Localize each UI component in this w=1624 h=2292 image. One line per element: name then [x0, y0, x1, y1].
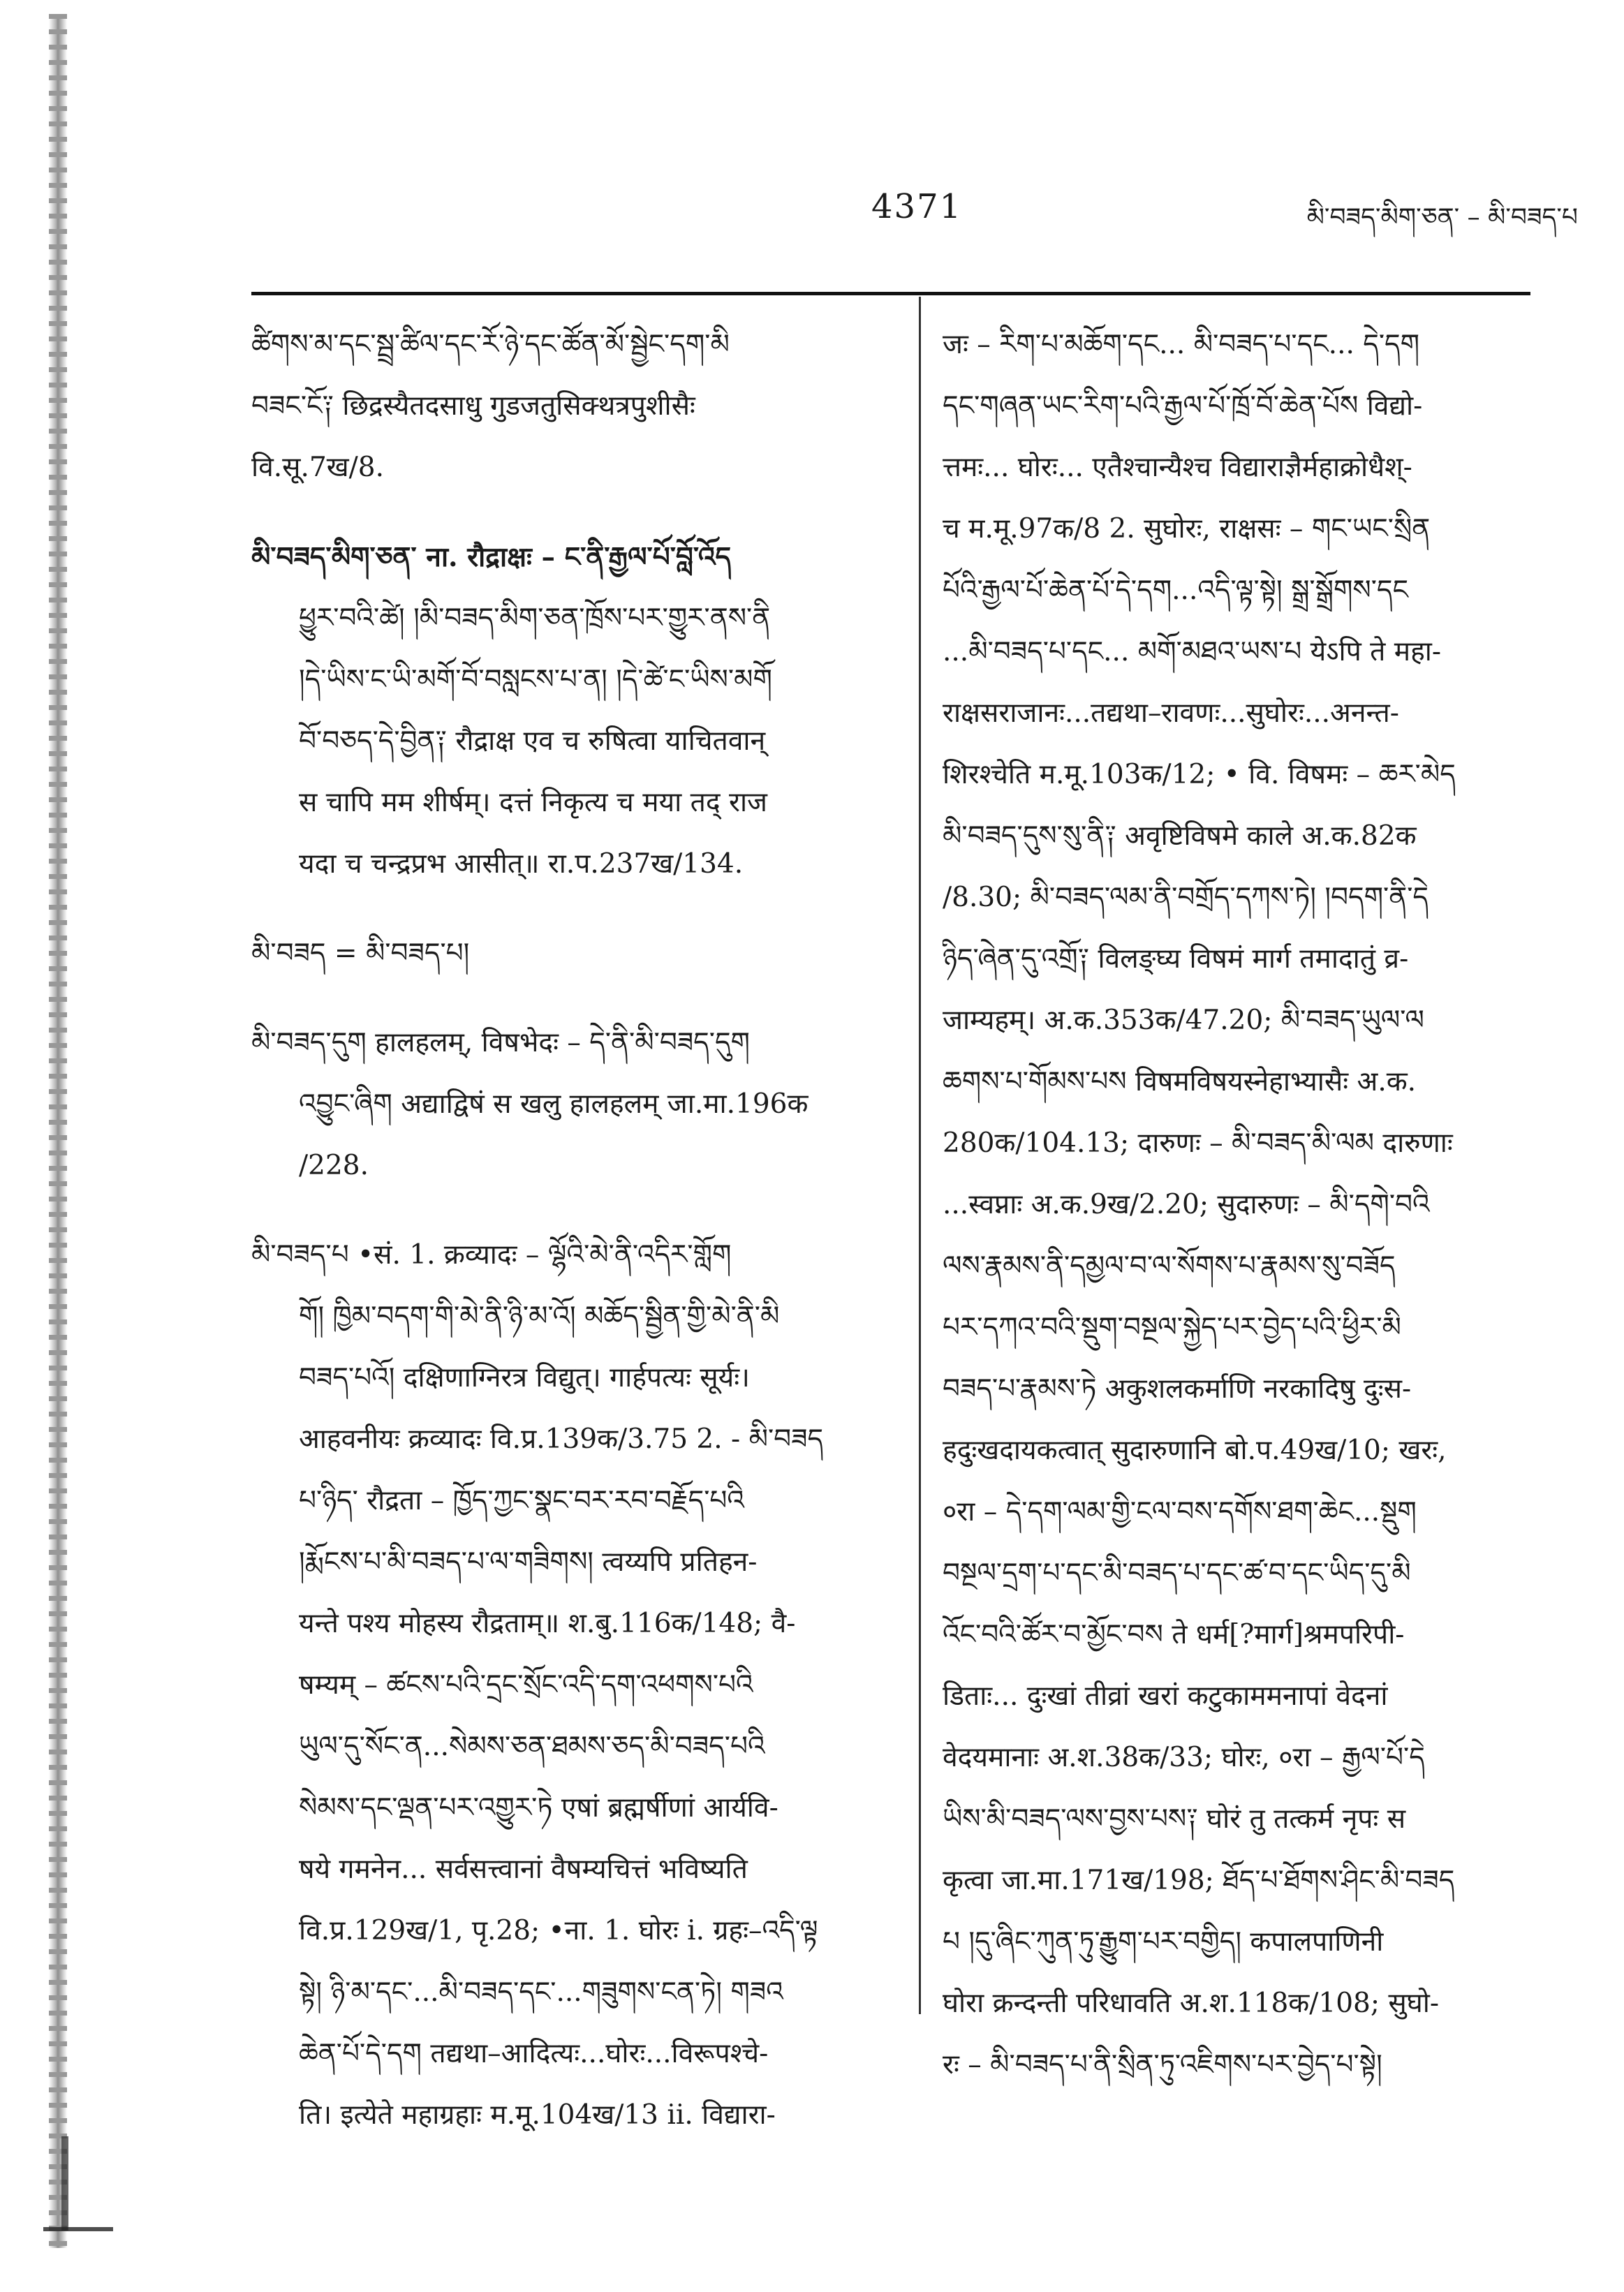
text-line: མི་བཟད་དུས་སུ་ནི༑ अवृष्टिविषमे काले अ.क.82क [943, 820, 1417, 852]
text-line: བཟད་པའོ། दक्षिणाग्निरत्र विद्युत्। गार्हपत्यः सूर्यः। [299, 1362, 750, 1393]
text-line: །དེ་ཡིས་ང་ཡི་མགོ་བོ་བསླངས་པ་ན། །དེ་ཚེ་ང་ཡིས་མགོ [299, 664, 772, 695]
text-line: པ །དུ་ཞིང་ཀུན་ཏུ་རྒྱུག་པར་བགྱིད། कपालपाणिनी [943, 1926, 1384, 1958]
text-line: 280क/104.13; दारुणः – མི་བཟད་མི་ལམ दारुणाः [943, 1127, 1453, 1159]
text-line: रः – མི་བཟད་པ་ནི་སྲིན་ཏུ་འཇིགས་པར་བྱེད་པ་སྟེ། [943, 2049, 1382, 2080]
text-line: डिताः... दुःखां तीव्रां खरां कटुकाममनापां वेदनां [943, 1680, 1388, 1712]
text-line: च म.मू.97क/8 2. सुघोरः, राक्षसः – གང་ཡང་སྲིན [943, 513, 1431, 545]
entry-gap [251, 1197, 894, 1225]
scan-edge-foot [43, 2227, 113, 2231]
text-line: जाम्यहम्। अ.क.353क/47.20; མི་བཟད་ཡུལ་ལ [943, 1005, 1424, 1036]
text-line: कृत्वा जा.मा.171ख/198; ཐོད་པ་ཐོགས་ཤིང་མི་བཟད [943, 1865, 1455, 1896]
text-line: ཆགས་པ་གོམས་པས विषमविषयस्नेहाभ्यासैः अ.क. [943, 1066, 1417, 1097]
text-line: वि.प्र.129ख/1, पृ.28; •ना. 1. घोरः i. ग्रहः–འདི་ལྟ [299, 1915, 818, 1946]
text-line: ...མི་བཟད་པ་དང... མགོ་མཐའ་ཡས་པ येऽपि ते महा- [943, 636, 1442, 667]
header-rule [251, 292, 1530, 295]
text-line: གོ། ཁྱིམ་བདག་གི་མེ་ནི་ཉི་མ་འོ། མཆོད་སྦྱིན་གྱི་མེ་ནི་མི [299, 1301, 780, 1332]
text-line: ཉིད་ཞེན་དུ་འགྲོ༑ विलङ्घ्य विषमं मार्ग तमादातुं व्र- [943, 943, 1409, 975]
text-line: ཡུལ་དུ་སོང་ན...སེམས་ཅན་ཐམས་ཅད་མི་བཟད་པའི [299, 1731, 765, 1762]
text-line: त्तमः... घोरः... एतैश्चान्यैश्च विद्याराज्ञैर्महाक्रोधैश्- [943, 452, 1412, 483]
text-line: ལས་རྣམས་ནི་དམྱལ་བ་ལ་སོགས་པ་རྣམས་སུ་བཟོད [943, 1250, 1396, 1282]
scan-edge-foot-stem [61, 2136, 68, 2231]
right-column [943, 314, 1558, 2096]
entry-headword-line: མི་བཟད་པ •सं. 1. क्रव्यादः – ལྷོའི་མེ་ནི་འདིར་གློག [251, 1239, 732, 1271]
entry-headword-line: མི་བཟད་དུག हालहलम्, विषभेदः – དེ་ནི་མི་བཟད་དུག [251, 1027, 750, 1058]
text-line: བསྔལ་དྲག་པ་དང་མི་བཟད་པ་དང་ཚ་བ་དང་ཡིད་དུ་མི [943, 1558, 1411, 1589]
text-line: ०रा – དེ་དག་ལམ་གྱི་ངལ་བས་དགོས་ཐག་ཆེང...སྡུག [943, 1496, 1417, 1528]
text-line: षम्यम् – ཚངས་པའི་དྲང་སྲོང་འདི་དག་འཕགས་པའི [299, 1669, 753, 1701]
entry-headword-line: མི་བཟད = མི་བཟད་པ། [251, 938, 470, 969]
text-line: ཆེན་པོ་དེ་དག तद्यथा–आदित्यः...घोरः...विरूपश्चे- [299, 2038, 769, 2069]
text-line: བཟད་པ་རྣམས་ཏེ अकुशलकर्माणि नरकादिषु दुःस- [943, 1373, 1412, 1405]
text-line: ...स्वप्नाः अ.क.9ख/2.20; सुदारुणः – མི་དགེ་བའི [943, 1189, 1430, 1220]
entry-gap [251, 498, 894, 526]
text-line: वि.सू.7ख/8. [251, 452, 385, 483]
scan-edge-shadow [49, 14, 67, 2248]
text-line: སྟེ། ཉི་མ་དང་...མི་བཟད་དང་...གཟུགས་ངན་ཏེ། གཟའ [299, 1976, 783, 2008]
text-line: ཕྱུར་བའི་ཚེ། །མི་བཟད་མིག་ཅན་ཁྲོས་པར་གྱུར་ནས་ནི [299, 602, 771, 634]
text-line: घोरा क्रन्दन्ती परिधावति अ.श.118क/108; सुघो- [943, 1988, 1440, 2019]
text-line: བཟང་ངོ༑ छिद्रस्यैतदसाधु गुडजतुसिक्थत्रपुशीसैः [251, 390, 695, 422]
text-line: ཚིགས་མ་དང་སྦྲ་ཚིལ་དང་རོ་ཉེ་དང་ཚོན་མོ་སྦྱེང་དག་མི [251, 329, 730, 360]
left-column [251, 314, 894, 2146]
text-line: यन्ते पश्य मोहस्य रौद्रताम्॥ श.बु.116क/148; वै- [299, 1608, 796, 1639]
text-line: པོའི་རྒྱལ་པོ་ཆེན་པོ་དེ་དག...འདི་ལྟ་སྟེ། སྒྲ་སྒྲོགས་དང [943, 575, 1408, 606]
text-line: པར་དཀའ་བའི་སྡུག་བསྔལ་སྐྱེད་པར་བྱེད་པའི་ཕྱིར་མི [943, 1312, 1401, 1343]
page-number: 4371 [871, 187, 963, 226]
entry-gap [251, 895, 894, 923]
text-line: ति। इत्येते महाग्रहाः म.मू.104ख/13 ii. विद्यारा- [299, 2099, 776, 2131]
text-line: षये गमनेन... सर्वसत्त्वानां वैषम्यचित्तं भविष्यति [299, 1854, 748, 1885]
text-line: वेदयमानाः अ.श.38क/33; घोरः, ०रा – རྒྱལ་པོ་དེ [943, 1742, 1425, 1773]
text-line: །རྨོངས་པ་མི་བཟད་པ་ལ་གཟིགས། त्वय्यपि प्रतिहन- [299, 1546, 758, 1578]
text-line: ཡིས་མི་བཟད་ལས་བྱས་པས༑ घोरं तु तत्कर्म नृपः स [943, 1803, 1406, 1835]
column-divider [919, 297, 921, 2014]
text-line: जः – རིག་པ་མཆོག་དང... མི་བཟད་པ་དང... དེ་དག [943, 329, 1420, 360]
text-line: राक्षसराजानः...तद्यथा–रावणः...सुघोरः...अनन्त- [943, 697, 1399, 729]
text-line: བོ་བཅད་དེ་བྱིན༑ रौद्राक्ष एव च रुषित्वा याचितवान् [299, 725, 766, 757]
text-line: शिरश्चेति म.मू.103क/12; • वि. विषमः – ཆར་མེད [943, 759, 1456, 790]
entry-headword-line: མི་བཟད་མིག་ཅན་ ना. रौद्राक्षः – ང་ནི་རྒྱལ་པོ་བློ་འོད [251, 541, 732, 573]
text-line: དང་གཞན་ཡང་རིག་པའི་རྒྱལ་པོ་ཁྲོ་བོ་ཆེན་པོས विद्यो- [943, 390, 1423, 422]
text-line: /8.30; མི་བཟད་ལམ་ནི་བགྲོད་དཀས་ཏེ། །བདག་ནི་དེ [943, 882, 1429, 913]
text-line: हदुःखदायकत्वात् सुदारुणानि बो.प.49ख/10; खरः, [943, 1435, 1447, 1466]
text-line: འོང་བའི་ཚོར་བ་མྱོང་བས ते धर्म[?मार्ग]श्रमपरिपी- [943, 1619, 1405, 1650]
text-line: པ་ཉིད་ रौद्रता – ཁྱོད་ཀྱང་སྣང་བར་རབ་བརྗོད་པའི [299, 1485, 744, 1516]
entry-gap [251, 984, 894, 1012]
text-line: स चापि मम शीर्षम्। दत्तं निकृत्य च मया तद् राज [299, 787, 767, 818]
text-line: སེམས་དང་ལྡན་པར་འགྱུར་ཏེ एषां ब्रह्मर्षीणां आर्यवि- [299, 1792, 778, 1824]
text-line: यदा च चन्द्रप्रभ आसीत्॥ रा.प.237ख/134. [299, 848, 744, 880]
text-line: /228. [299, 1150, 369, 1181]
running-head: མི་བཟད་མིག་ཅན་ – མི་བཟད་པ [1306, 203, 1578, 232]
text-line: आहवनीयः क्रव्यादः वि.प्र.139क/3.75 2. - མི་བཟད [299, 1424, 824, 1455]
text-line: འབྱུང་ཞིག अद्याद्विषं स खलु हालहलम् जा.मा.196क [299, 1088, 809, 1120]
